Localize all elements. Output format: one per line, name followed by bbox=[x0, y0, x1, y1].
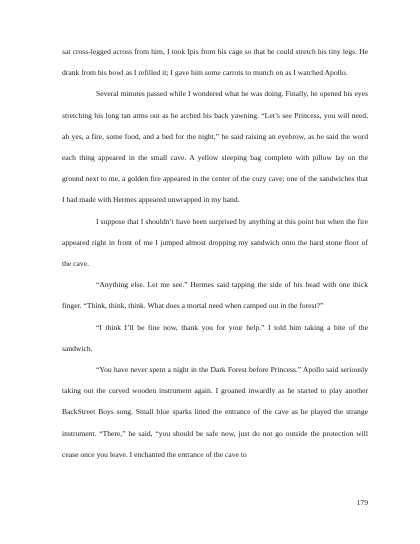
paragraph: “You have never spent a night in the Dark Forest before Princess.” Apollo said seriously taking out the curved wooden instrument again. I groaned inwardly as he started to play another BackStreet Boys song. Small blue sparks lined the entrance of the cave as he played the strange instrument. “There,” he said, “you should be safe now, just do not go outside the protection will cease once you leave. I enchanted the entrance of the cave to bbox=[62, 365, 368, 459]
body-text bbox=[62, 41, 368, 465]
paragraph: I suppose that I shouldn’t have been surprised by anything at this point but when the fire appeared right in front of me I jumped almost dropping my sandwich onto the hard stone floor of the cave. bbox=[62, 216, 368, 269]
paragraph-continued: sat cross-legged across from him, I took Ipis from his cage so that he could stretch his tiny legs. He drank from his bowl as I refilled it; I gave him some carrots to munch on as I watched Apollo. bbox=[62, 47, 368, 78]
paragraph: “I think I’ll be fine now, thank you for your help.” I told him taking a bite of the sandwich. bbox=[62, 322, 368, 353]
paragraph: “Anything else. Let me see.” Hermes said tapping the side of his head with one thick finger. “Think, think, think. What does a mortal need when camped out in the forest?” bbox=[62, 280, 368, 311]
paragraph: Several minutes passed while I wondered what he was doing. Finally, he opened his eyes stretching his long tan arms out as he arched his back yawning. “Let’s see Princess, you will need, ah yes, a fire, some food, and a bed for the night,” he said raising an eyebrow, as he said the word each thing appeared in the small cave. A yellow sleeping bag complete with pillow lay on the ground next to me, a golden fire appeared in the center of the cozy cave; one of the sandwiches that I had made with Hermes appeared unwrapped in my hand. bbox=[62, 89, 368, 205]
page-number: 179 bbox=[356, 498, 368, 507]
